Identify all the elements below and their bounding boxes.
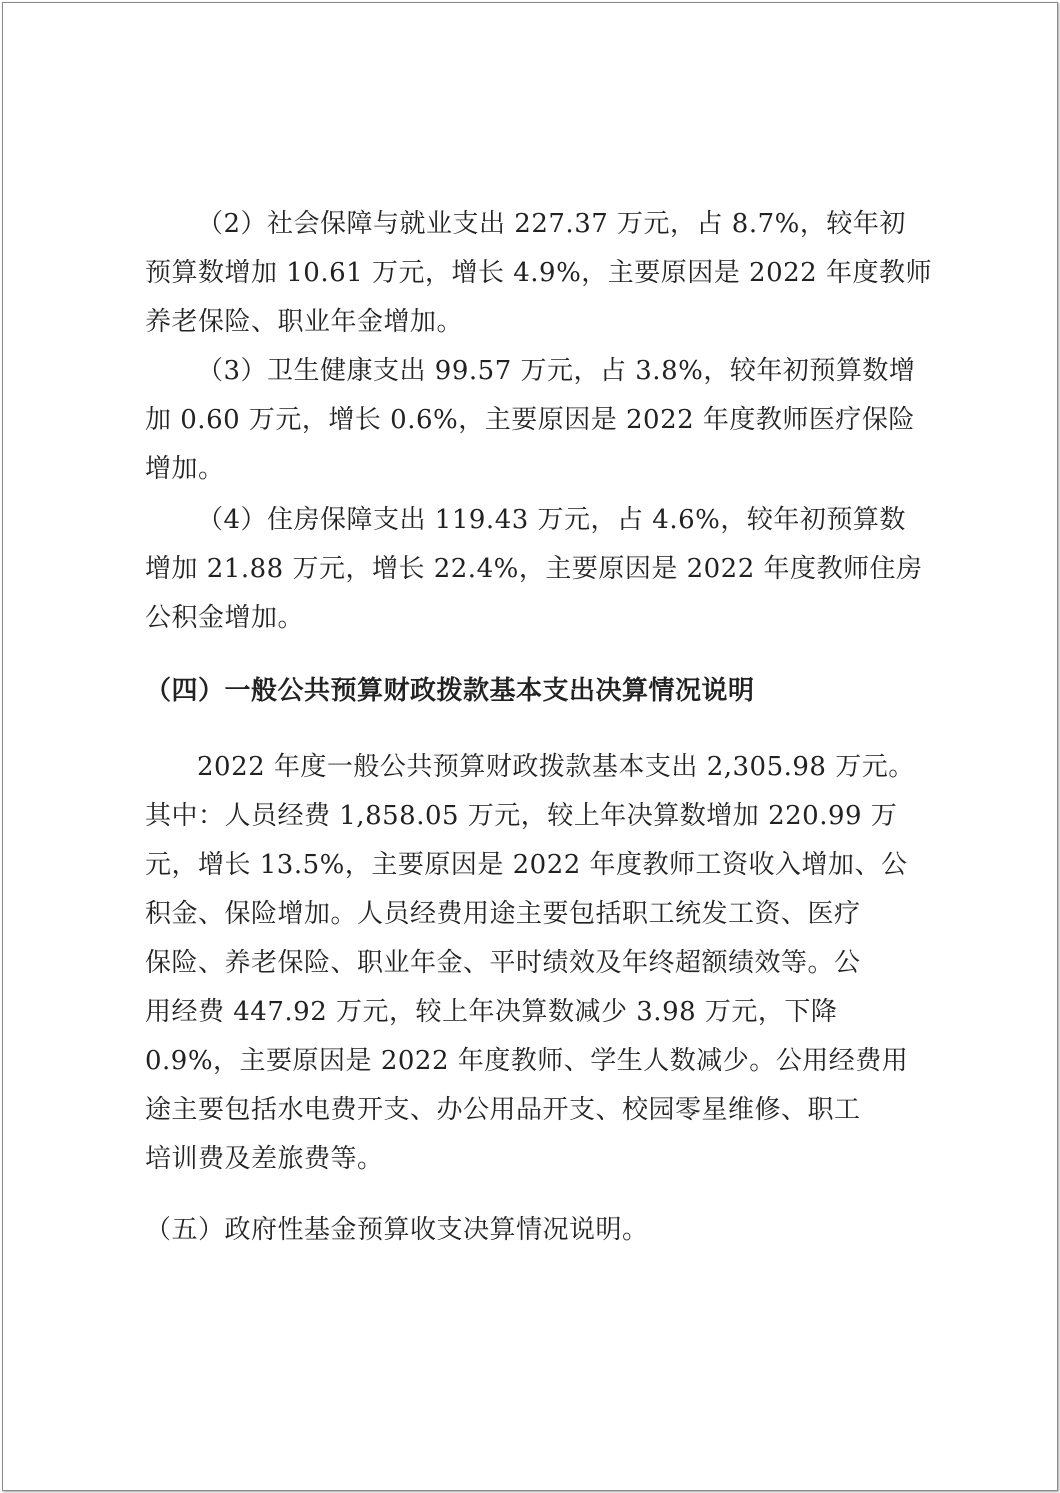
section-heading-4 xyxy=(145,667,755,716)
text-line: 培训费及差旅费等。 xyxy=(145,1144,384,1174)
text-line: 途主要包括水电费开支、办公用品开支、校园零星维修、职工 xyxy=(145,1095,861,1125)
section-heading-text: （五）政府性基金预算收支决算情况说明。 xyxy=(145,1215,649,1245)
text-line: （3）卫生健康支出 99.57 万元，占 3.8%，较年初预算数增 xyxy=(197,356,916,386)
text-line: 增加。 xyxy=(145,454,225,484)
text-line: 增加 21.88 万元，增长 22.4%，主要原因是 2022 年度教师住房 xyxy=(145,554,923,584)
text-line: 2022 年度一般公共预算财政拨款基本支出 2,305.98 万元。 xyxy=(197,752,915,782)
text-line: 加 0.60 万元，增长 0.6%，主要原因是 2022 年度教师医疗保险 xyxy=(145,405,915,435)
paragraph-housing xyxy=(145,496,923,643)
section-heading-text: （四）一般公共预算财政拨款基本支出决算情况说明 xyxy=(145,676,755,706)
text-line: 元，增长 13.5%，主要原因是 2022 年度教师工资收入增加、公 xyxy=(145,850,908,880)
text-line: （2）社会保障与就业支出 227.37 万元，占 8.7%，较年初 xyxy=(197,209,906,239)
text-line: 预算数增加 10.61 万元，增长 4.9%，主要原因是 2022 年度教师 xyxy=(145,258,932,288)
paragraph-social-security xyxy=(145,200,932,347)
text-line: 保险、养老保险、职业年金、平时绩效及年终超额绩效等。公 xyxy=(145,948,861,978)
text-line: 公积金增加。 xyxy=(145,603,305,633)
text-line: 养老保险、职业年金增加。 xyxy=(145,307,464,337)
paragraph-basic-expenditure xyxy=(145,743,915,1184)
paragraph-health xyxy=(145,347,915,494)
text-line: 用经费 447.92 万元，较上年决算数减少 3.98 万元，下降 xyxy=(145,997,838,1027)
text-line: 其中：人员经费 1,858.05 万元，较上年决算数增加 220.99 万 xyxy=(145,801,898,831)
text-line: （4）住房保障支出 119.43 万元，占 4.6%，较年初预算数 xyxy=(197,505,906,535)
document-page xyxy=(2,2,1058,1491)
text-line: 0.9%，主要原因是 2022 年度教师、学生人数减少。公用经费用 xyxy=(145,1046,909,1076)
section-heading-5 xyxy=(145,1206,649,1255)
text-line: 积金、保险增加。人员经费用途主要包括职工统发工资、医疗 xyxy=(145,899,861,929)
